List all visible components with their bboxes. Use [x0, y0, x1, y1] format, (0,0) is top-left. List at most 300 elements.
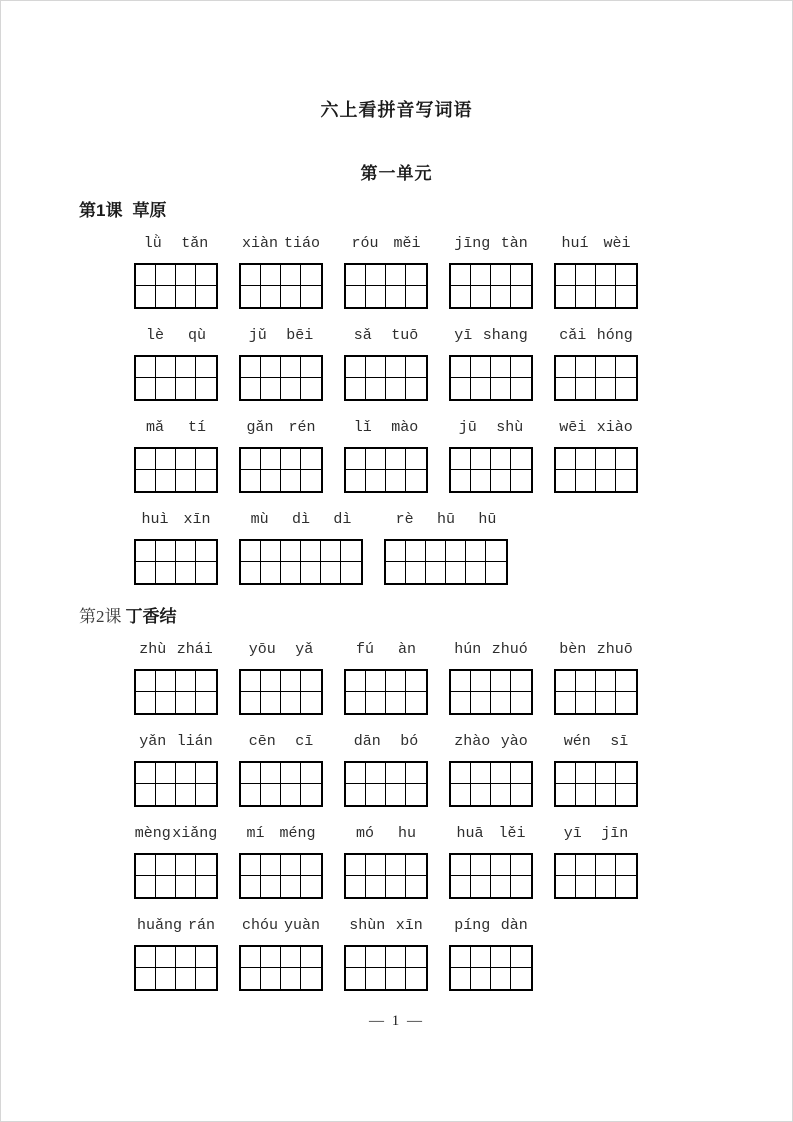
writing-grid: [449, 669, 533, 715]
grid-line: [136, 449, 216, 470]
writing-grid: [554, 263, 638, 309]
grid-cell: [406, 378, 426, 399]
word-unit: [449, 916, 533, 991]
grid-cell: [261, 265, 281, 286]
grid-cell: [556, 378, 576, 399]
grid-cell: [261, 763, 281, 784]
grid-cell: [406, 562, 426, 583]
pinyin-syllable: huí: [561, 235, 589, 252]
grid-line: [346, 671, 426, 692]
grid-cell: [136, 378, 156, 399]
writing-grid: [449, 355, 533, 401]
grid-line: [346, 968, 426, 989]
word-unit: [554, 824, 638, 899]
grid-cell: [616, 855, 636, 876]
grid-cell: [196, 265, 216, 286]
grid-cell: [406, 541, 426, 562]
grid-line: [556, 378, 636, 399]
grid-cell: [261, 968, 281, 989]
grid-cell: [366, 470, 386, 491]
grid-cell: [486, 562, 506, 583]
pinyin-label: [239, 732, 323, 750]
pinyin-label: [134, 418, 218, 436]
grid-cell: [301, 449, 321, 470]
word-unit: [239, 732, 323, 807]
grid-cell: [406, 470, 426, 491]
pinyin-syllable: mǎ: [145, 419, 164, 436]
grid-cell: [196, 562, 216, 583]
pinyin-label: [554, 824, 638, 842]
pinyin-label: [239, 640, 323, 658]
grid-line: [136, 855, 216, 876]
pinyin-syllable: shùn: [349, 917, 386, 934]
grid-cell: [176, 470, 196, 491]
pinyin-syllable: yī: [563, 825, 582, 842]
grid-cell: [176, 671, 196, 692]
pinyin-syllable: bó: [400, 733, 419, 750]
grid-cell: [136, 947, 156, 968]
grid-cell: [616, 784, 636, 805]
writing-grid: [449, 945, 533, 991]
grid-cell: [301, 541, 321, 562]
grid-cell: [556, 449, 576, 470]
grid-cell: [196, 286, 216, 307]
pinyin-label: [449, 916, 533, 934]
grid-line: [241, 470, 321, 491]
grid-line: [136, 265, 216, 286]
grid-cell: [136, 265, 156, 286]
pinyin-syllable: xiǎng: [172, 825, 218, 842]
grid-line: [346, 265, 426, 286]
grid-cell: [281, 449, 301, 470]
grid-cell: [576, 357, 596, 378]
grid-cell: [346, 378, 366, 399]
grid-cell: [196, 541, 216, 562]
grid-cell: [616, 357, 636, 378]
grid-line: [136, 562, 216, 583]
grid-cell: [556, 876, 576, 897]
pinyin-syllable: lǐ: [353, 419, 372, 436]
grid-cell: [156, 449, 176, 470]
grid-cell: [451, 449, 471, 470]
grid-cell: [471, 968, 491, 989]
pinyin-syllable: zhuó: [491, 641, 528, 658]
grid-cell: [406, 876, 426, 897]
grid-cell: [241, 876, 261, 897]
grid-cell: [301, 357, 321, 378]
grid-cell: [176, 947, 196, 968]
grid-cell: [511, 876, 531, 897]
grid-cell: [596, 286, 616, 307]
grid-cell: [196, 855, 216, 876]
grid-cell: [556, 286, 576, 307]
pinyin-syllable: wén: [563, 733, 591, 750]
pinyin-label: [554, 234, 638, 252]
grid-cell: [156, 692, 176, 713]
pinyin-syllable: yǎ: [295, 641, 314, 658]
grid-cell: [556, 692, 576, 713]
writing-grid: [134, 539, 218, 585]
grid-cell: [176, 855, 196, 876]
pinyin-syllable: yōu: [248, 641, 276, 658]
grid-cell: [576, 784, 596, 805]
grid-cell: [136, 357, 156, 378]
grid-cell: [281, 692, 301, 713]
grid-cell: [366, 876, 386, 897]
word-row: [134, 824, 792, 899]
grid-line: [451, 763, 531, 784]
grid-cell: [136, 855, 156, 876]
writing-grid: [344, 945, 428, 991]
grid-cell: [261, 784, 281, 805]
writing-grid: [239, 447, 323, 493]
grid-cell: [281, 562, 301, 583]
writing-grid: [134, 853, 218, 899]
grid-cell: [301, 470, 321, 491]
grid-cell: [156, 541, 176, 562]
grid-cell: [451, 784, 471, 805]
pinyin-syllable: róu: [351, 235, 379, 252]
grid-cell: [451, 470, 471, 491]
pinyin-label: [344, 916, 428, 934]
grid-cell: [156, 947, 176, 968]
grid-line: [346, 692, 426, 713]
pinyin-label: [239, 418, 323, 436]
grid-line: [136, 876, 216, 897]
grid-cell: [576, 763, 596, 784]
grid-cell: [301, 562, 321, 583]
writing-grid: [134, 761, 218, 807]
writing-grid: [554, 853, 638, 899]
grid-cell: [241, 947, 261, 968]
grid-cell: [241, 784, 261, 805]
grid-cell: [176, 876, 196, 897]
grid-cell: [156, 378, 176, 399]
grid-cell: [136, 286, 156, 307]
grid-cell: [136, 449, 156, 470]
writing-grid: [134, 355, 218, 401]
lesson-1-title: 草原: [132, 201, 167, 220]
grid-cell: [156, 265, 176, 286]
grid-cell: [491, 968, 511, 989]
word-row: [134, 732, 792, 807]
grid-cell: [241, 671, 261, 692]
grid-cell: [346, 968, 366, 989]
grid-line: [136, 671, 216, 692]
grid-cell: [176, 541, 196, 562]
grid-line: [451, 876, 531, 897]
pinyin-syllable: hún: [454, 641, 482, 658]
grid-cell: [136, 470, 156, 491]
pinyin-syllable: zhù: [139, 641, 167, 658]
grid-cell: [241, 541, 261, 562]
word-unit: [134, 418, 218, 493]
word-unit: [554, 326, 638, 401]
grid-cell: [366, 357, 386, 378]
word-unit: [239, 234, 323, 309]
lesson-1-label: 第1课: [79, 201, 123, 220]
pinyin-label: [449, 732, 533, 750]
grid-cell: [596, 784, 616, 805]
pinyin-syllable: hóng: [596, 327, 633, 344]
grid-cell: [451, 671, 471, 692]
lesson-1-word-rows: [134, 234, 792, 585]
grid-line: [346, 378, 426, 399]
grid-cell: [386, 876, 406, 897]
grid-line: [241, 562, 361, 583]
pinyin-label: [134, 510, 218, 528]
writing-grid: [239, 263, 323, 309]
grid-cell: [596, 378, 616, 399]
writing-grid: [134, 945, 218, 991]
grid-cell: [406, 671, 426, 692]
writing-grid: [449, 761, 533, 807]
pinyin-syllable: bèn: [559, 641, 587, 658]
grid-cell: [446, 562, 466, 583]
grid-cell: [406, 784, 426, 805]
grid-cell: [196, 968, 216, 989]
grid-cell: [281, 876, 301, 897]
writing-grid: [554, 669, 638, 715]
grid-cell: [346, 784, 366, 805]
grid-cell: [596, 357, 616, 378]
writing-grid: [384, 539, 508, 585]
grid-cell: [346, 449, 366, 470]
grid-cell: [346, 763, 366, 784]
grid-cell: [176, 968, 196, 989]
grid-cell: [511, 784, 531, 805]
grid-line: [556, 784, 636, 805]
word-unit: [344, 234, 428, 309]
grid-cell: [176, 692, 196, 713]
grid-cell: [386, 357, 406, 378]
writing-grid: [344, 853, 428, 899]
grid-cell: [241, 378, 261, 399]
grid-cell: [281, 265, 301, 286]
grid-line: [241, 876, 321, 897]
pinyin-label: [239, 510, 363, 528]
pinyin-syllable: zhái: [176, 641, 213, 658]
pinyin-syllable: yǎn: [139, 733, 167, 750]
grid-cell: [406, 947, 426, 968]
pinyin-label: [554, 326, 638, 344]
pinyin-label: [134, 732, 218, 750]
grid-cell: [511, 286, 531, 307]
grid-cell: [426, 541, 446, 562]
grid-cell: [366, 968, 386, 989]
grid-cell: [556, 784, 576, 805]
grid-line: [556, 470, 636, 491]
grid-cell: [301, 692, 321, 713]
grid-cell: [136, 541, 156, 562]
grid-cell: [386, 855, 406, 876]
grid-line: [556, 357, 636, 378]
grid-line: [136, 541, 216, 562]
grid-cell: [616, 876, 636, 897]
writing-grid: [239, 945, 323, 991]
grid-cell: [616, 286, 636, 307]
grid-cell: [281, 968, 301, 989]
writing-grid: [554, 447, 638, 493]
pinyin-syllable: rán: [187, 917, 215, 934]
grid-cell: [156, 968, 176, 989]
grid-line: [241, 855, 321, 876]
pinyin-syllable: tí: [187, 419, 206, 436]
word-unit: [449, 326, 533, 401]
word-unit: [134, 510, 218, 585]
pinyin-syllable: tiáo: [283, 235, 320, 252]
pinyin-syllable: àn: [397, 641, 416, 658]
grid-cell: [301, 784, 321, 805]
grid-cell: [386, 671, 406, 692]
grid-cell: [321, 562, 341, 583]
pinyin-syllable: shù: [496, 419, 524, 436]
grid-line: [241, 947, 321, 968]
grid-cell: [596, 692, 616, 713]
grid-cell: [136, 671, 156, 692]
grid-cell: [491, 855, 511, 876]
pinyin-syllable: mó: [355, 825, 374, 842]
pinyin-syllable: tàn: [500, 235, 528, 252]
grid-cell: [366, 855, 386, 876]
pinyin-syllable: hū: [436, 511, 455, 528]
pinyin-label: [554, 418, 638, 436]
pinyin-syllable: xiào: [596, 419, 633, 436]
word-unit: [239, 640, 323, 715]
word-unit: [134, 640, 218, 715]
writing-grid: [344, 761, 428, 807]
grid-cell: [301, 378, 321, 399]
grid-line: [556, 671, 636, 692]
grid-cell: [406, 265, 426, 286]
grid-cell: [616, 692, 636, 713]
grid-line: [346, 449, 426, 470]
grid-cell: [241, 692, 261, 713]
word-unit: [239, 916, 323, 991]
grid-cell: [451, 692, 471, 713]
grid-cell: [366, 692, 386, 713]
word-unit: [449, 640, 533, 715]
grid-line: [241, 671, 321, 692]
grid-cell: [176, 562, 196, 583]
word-row: [134, 916, 792, 991]
grid-cell: [301, 876, 321, 897]
grid-line: [451, 671, 531, 692]
grid-cell: [596, 470, 616, 491]
pinyin-syllable: jīng: [454, 235, 491, 252]
pinyin-syllable: jīn: [601, 825, 629, 842]
grid-line: [556, 763, 636, 784]
grid-cell: [196, 671, 216, 692]
word-row: [134, 326, 792, 401]
grid-cell: [136, 876, 156, 897]
grid-cell: [511, 763, 531, 784]
grid-cell: [596, 876, 616, 897]
grid-cell: [451, 855, 471, 876]
word-unit: [344, 824, 428, 899]
grid-cell: [301, 265, 321, 286]
grid-line: [451, 470, 531, 491]
grid-cell: [261, 541, 281, 562]
grid-line: [241, 378, 321, 399]
grid-cell: [156, 357, 176, 378]
grid-line: [451, 947, 531, 968]
pinyin-syllable: dàn: [500, 917, 528, 934]
word-unit: [134, 234, 218, 309]
grid-cell: [466, 541, 486, 562]
grid-cell: [176, 763, 196, 784]
grid-cell: [406, 286, 426, 307]
grid-cell: [471, 378, 491, 399]
grid-line: [346, 357, 426, 378]
grid-cell: [261, 876, 281, 897]
pinyin-label: [449, 640, 533, 658]
grid-cell: [346, 265, 366, 286]
grid-cell: [281, 784, 301, 805]
grid-cell: [451, 968, 471, 989]
grid-cell: [156, 876, 176, 897]
grid-cell: [451, 947, 471, 968]
grid-cell: [511, 855, 531, 876]
grid-cell: [511, 470, 531, 491]
grid-cell: [616, 470, 636, 491]
writing-grid: [344, 263, 428, 309]
writing-grid: [239, 539, 363, 585]
grid-cell: [241, 470, 261, 491]
grid-cell: [386, 470, 406, 491]
grid-cell: [241, 855, 261, 876]
grid-cell: [386, 947, 406, 968]
grid-cell: [576, 692, 596, 713]
pinyin-label: [239, 916, 323, 934]
pinyin-label: [449, 326, 533, 344]
grid-cell: [156, 763, 176, 784]
writing-grid: [449, 263, 533, 309]
grid-cell: [346, 855, 366, 876]
word-unit: [449, 732, 533, 807]
word-unit: [384, 510, 508, 585]
grid-line: [241, 784, 321, 805]
pinyin-syllable: qù: [187, 327, 206, 344]
writing-grid: [449, 447, 533, 493]
grid-cell: [556, 470, 576, 491]
lesson-2-title: 丁香结: [125, 607, 177, 626]
pinyin-label: [134, 234, 218, 252]
grid-line: [136, 286, 216, 307]
grid-cell: [511, 265, 531, 286]
word-unit: [344, 418, 428, 493]
word-unit: [449, 824, 533, 899]
word-unit: [239, 824, 323, 899]
grid-cell: [471, 286, 491, 307]
grid-cell: [156, 286, 176, 307]
word-unit: [134, 326, 218, 401]
word-unit: [554, 732, 638, 807]
grid-cell: [616, 763, 636, 784]
grid-cell: [281, 541, 301, 562]
grid-line: [136, 357, 216, 378]
grid-cell: [576, 876, 596, 897]
grid-cell: [511, 449, 531, 470]
pinyin-syllable: yào: [500, 733, 528, 750]
grid-cell: [511, 692, 531, 713]
pinyin-syllable: dì: [291, 511, 310, 528]
grid-line: [136, 692, 216, 713]
word-row: [134, 234, 792, 309]
grid-cell: [241, 357, 261, 378]
grid-line: [241, 763, 321, 784]
grid-cell: [196, 357, 216, 378]
